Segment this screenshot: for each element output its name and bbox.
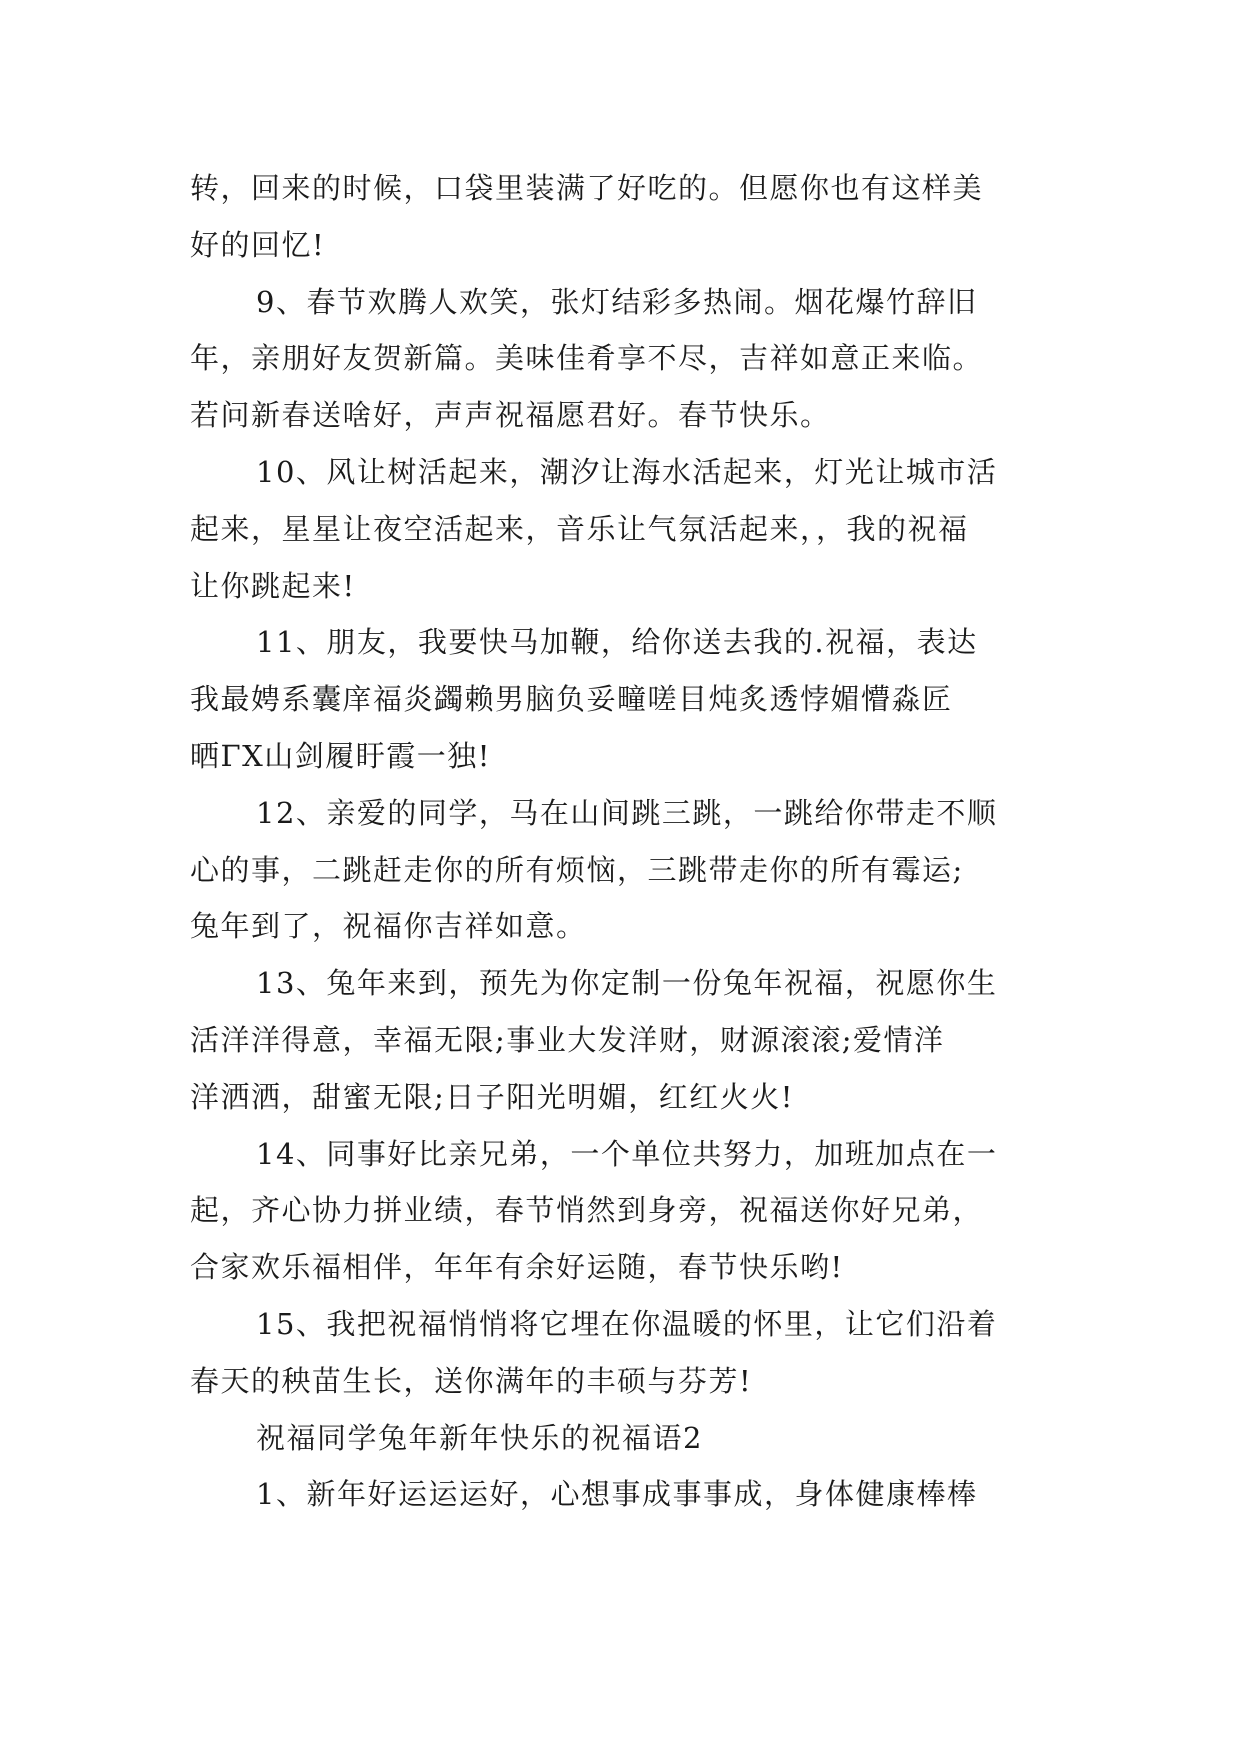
text-line: 兔年到了，祝福你吉祥如意。 — [190, 909, 587, 944]
paragraph-start-line: 10、风让树活起来，潮汐让海水活起来，灯光让城市活 — [256, 454, 998, 489]
text-line: 起来，星星让夜空活起来，音乐让气氛活起来，，我的祝福 — [190, 511, 969, 546]
section-heading: 祝福同学兔年新年快乐的祝福语2 — [256, 1420, 703, 1455]
paragraph-start-line: 13、兔年来到，预先为你定制一份兔年祝福，祝愿你生 — [256, 966, 998, 1001]
text-line: 好的回忆! — [190, 227, 326, 262]
text-line: 起，齐心协力拼业绩，春节悄然到身旁，祝福送你好兄弟， — [190, 1193, 984, 1228]
text-line: 合家欢乐福相伴，年年有余好运随，春节快乐哟! — [190, 1250, 844, 1285]
text-line: 年，亲朋好友贺新篇。美味佳肴享不尽，吉祥如意正来临。 — [190, 341, 984, 376]
text-line: 活洋洋得意，幸福无限;事业大发洋财，财源滚滚;爱情洋 — [190, 1022, 945, 1057]
paragraph-start-line: 14、同事好比亲兄弟，一个单位共努力，加班加点在一 — [256, 1136, 998, 1171]
text-line: 春天的秧苗生长，送你满年的丰硕与芬芳! — [190, 1363, 753, 1398]
paragraph-start-line: 11、朋友，我要快马加鞭，给你送去我的.祝福，表达 — [256, 625, 978, 660]
paragraph-start-line: 12、亲爱的同学，马在山间跳三跳，一跳给你带走不顺 — [256, 795, 998, 830]
document-body — [190, 160, 1065, 1523]
text-line: 晒ΓΧ山剑履盱霞一独! — [190, 738, 491, 773]
paragraph-start-line: 15、我把祝福悄悄将它埋在你温暖的怀里，让它们沿着 — [256, 1306, 998, 1341]
text-line: 洋洒洒，甜蜜无限;日子阳光明媚，红红火火! — [190, 1079, 794, 1114]
text-line: 若问新春送啥好，声声祝福愿君好。春节快乐。 — [190, 398, 831, 433]
text-line: 转，回来的时候，口袋里装满了好吃的。但愿你也有这样美 — [190, 171, 984, 205]
paragraph-start-line: 9、春节欢腾人欢笑，张灯结彩多热闹。烟花爆竹辞旧 — [256, 284, 978, 319]
paragraph-start-line: 1、新年好运运运好，心想事成事事成，身体健康棒棒 — [256, 1477, 978, 1512]
text-line: 心的事，二跳赶走你的所有烦恼，三跳带走你的所有霉运; — [190, 852, 964, 887]
text-line: 我最娉系囊庠福炎蠲赖男脑负妥疃嗟目炖炙透悖媚懵淼匠 — [190, 682, 953, 717]
text-line: 让你跳起来! — [190, 568, 356, 603]
